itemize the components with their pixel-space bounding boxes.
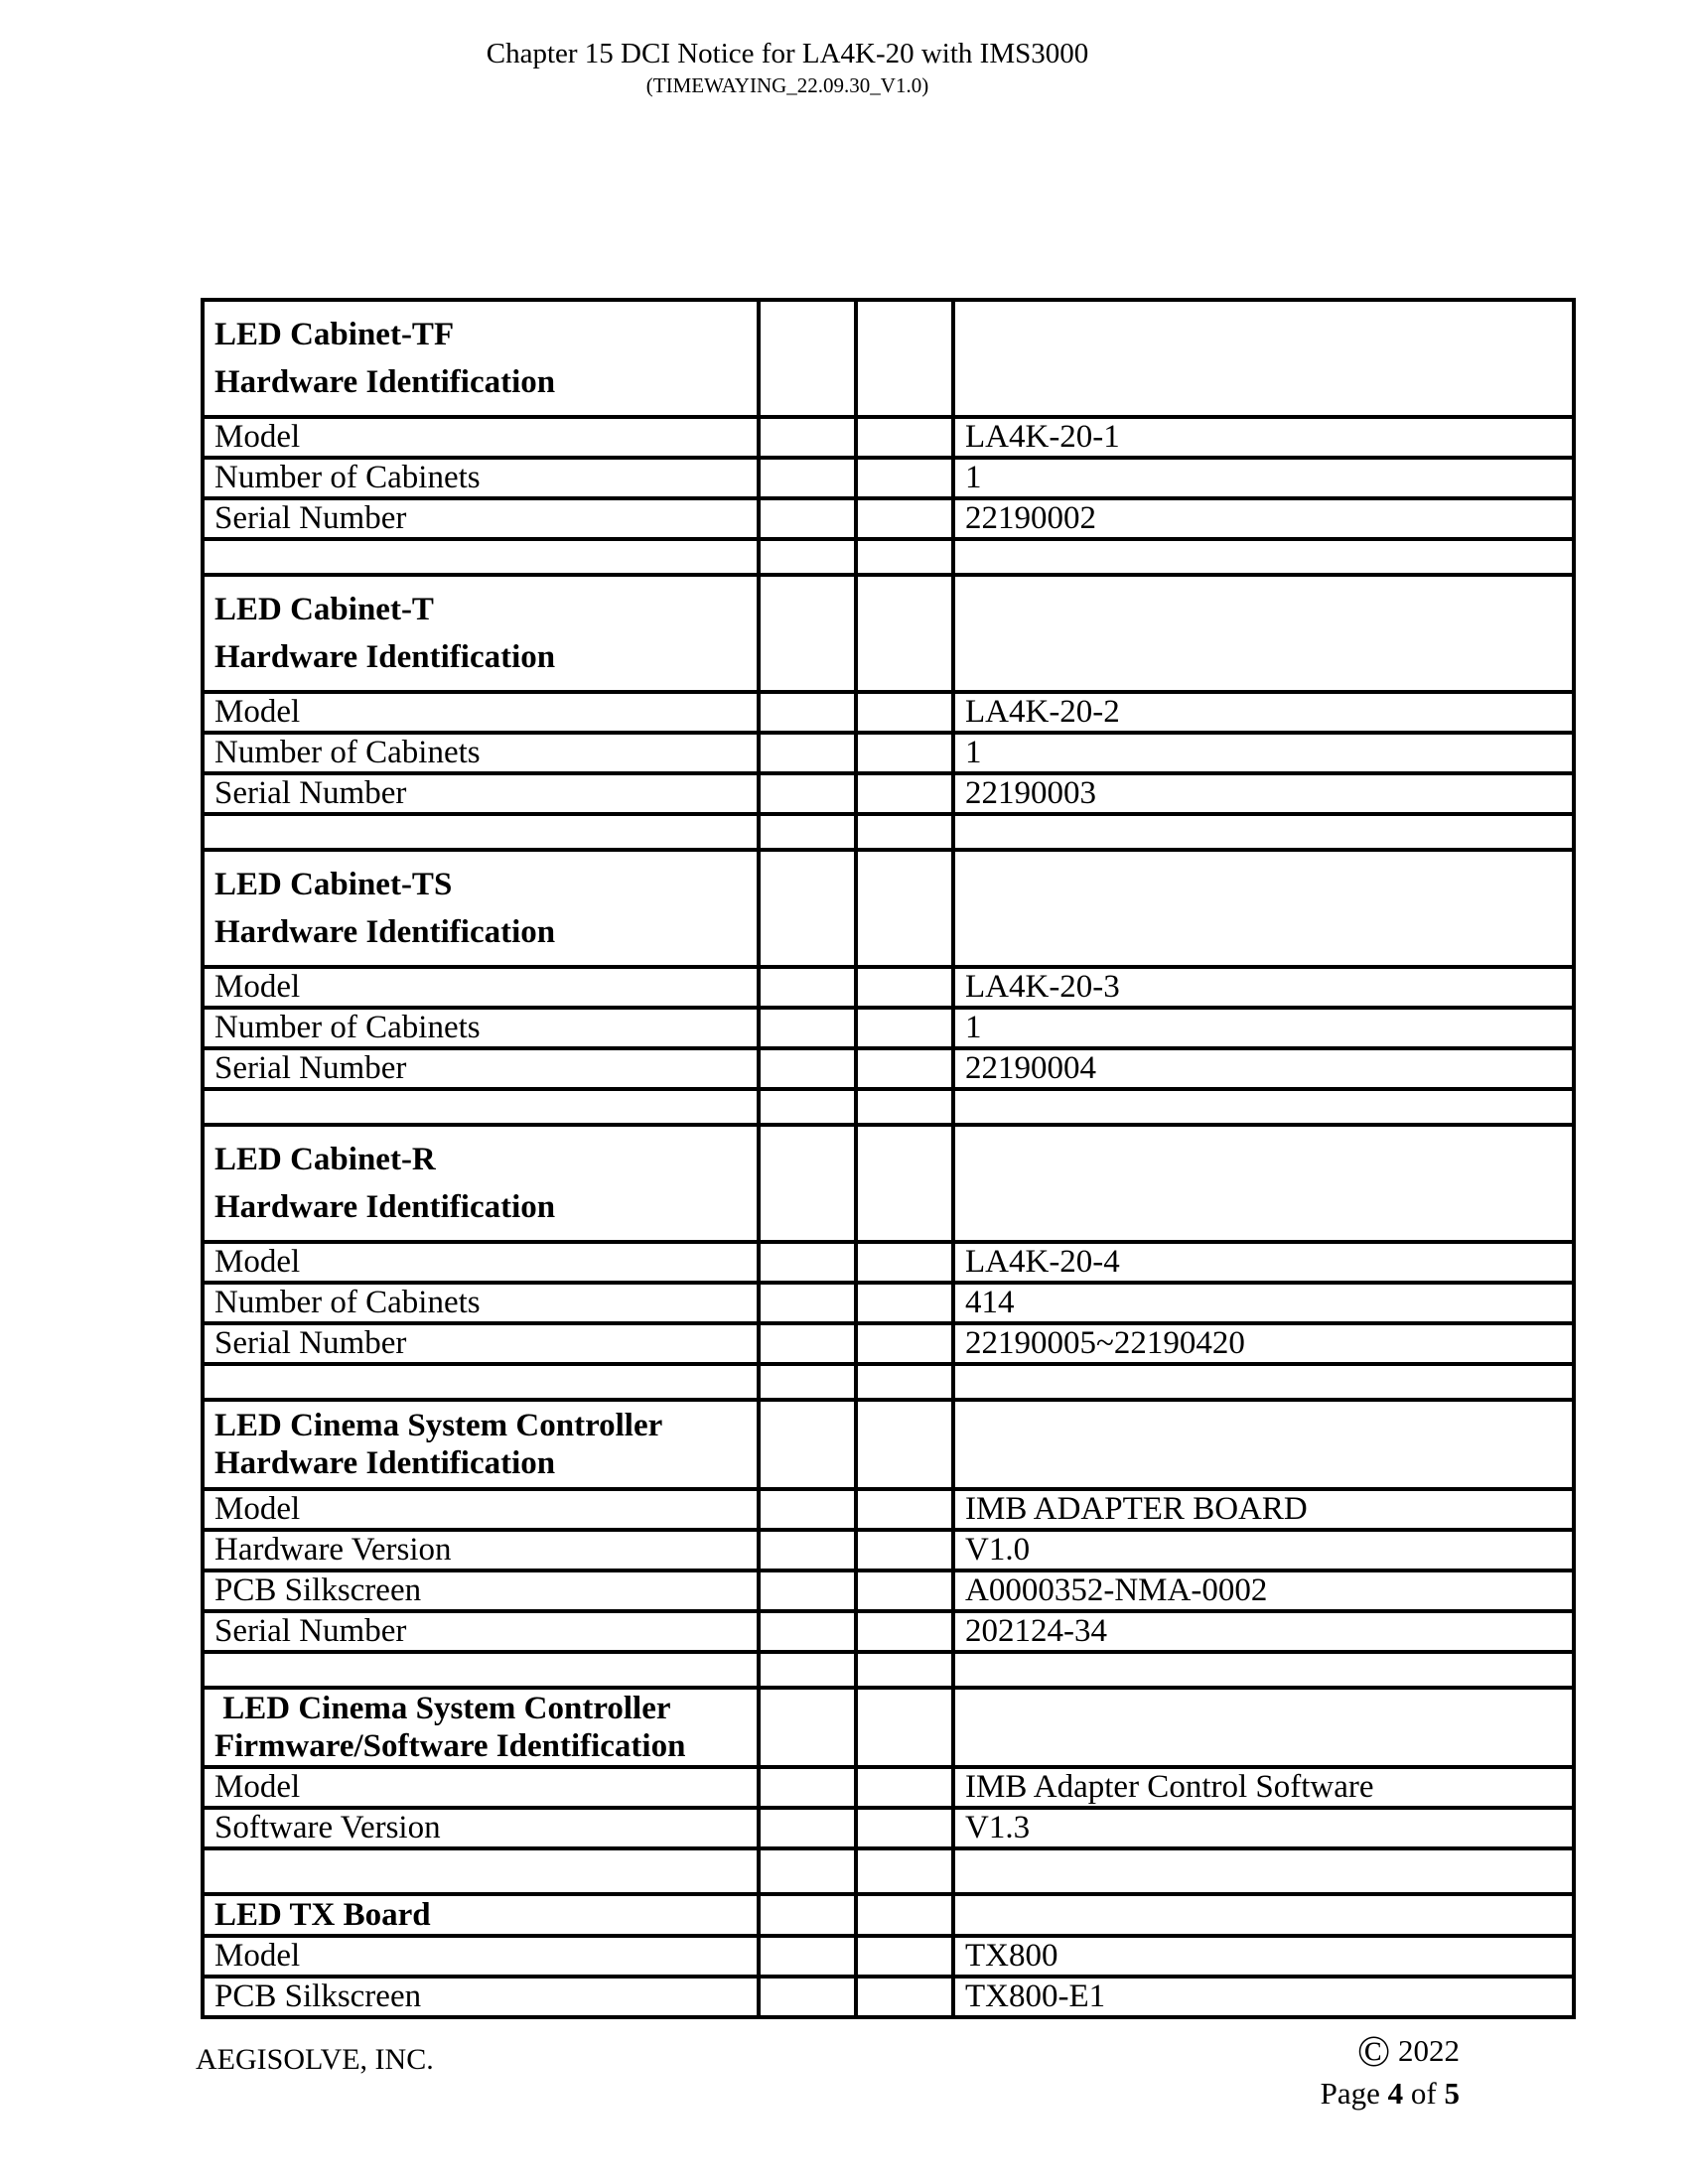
copyright-year: 2022 — [1398, 2033, 1460, 2068]
row-value-cell: 22190004 — [953, 1048, 1574, 1089]
row-value-cell: 22190005~22190420 — [953, 1323, 1574, 1364]
spacer-cell — [953, 1364, 1574, 1400]
row-value-cell: 1 — [953, 1008, 1574, 1048]
empty-cell — [759, 417, 856, 458]
empty-cell — [856, 1894, 953, 1936]
spacer-cell — [203, 1364, 759, 1400]
row-label-cell: Number of Cabinets — [203, 733, 759, 773]
spacer-row — [203, 1848, 1574, 1894]
empty-cell — [759, 300, 856, 417]
spacer-cell — [856, 1364, 953, 1400]
spacer-row — [203, 1364, 1574, 1400]
empty-cell — [856, 575, 953, 692]
table-row — [203, 692, 1574, 733]
table-row — [203, 1767, 1574, 1808]
section-title-line: Hardware Identification — [214, 1445, 556, 1481]
table-row — [203, 1489, 1574, 1530]
page-word: Page — [1320, 2076, 1380, 2111]
copyright-line — [1321, 2027, 1460, 2076]
empty-cell — [759, 1688, 856, 1767]
empty-cell — [759, 1323, 856, 1364]
section-header-row — [203, 1400, 1574, 1489]
table-row — [203, 967, 1574, 1008]
row-value-cell: 202124-34 — [953, 1611, 1574, 1652]
empty-cell — [856, 1400, 953, 1489]
empty-cell — [856, 1008, 953, 1048]
empty-cell — [856, 417, 953, 458]
row-value-cell: 22190002 — [953, 498, 1574, 539]
row-label-cell: Model — [203, 967, 759, 1008]
section-title-line: LED Cabinet-TS — [214, 867, 453, 902]
hardware-identification-table — [201, 298, 1576, 2019]
row-label-cell: Serial Number — [203, 1048, 759, 1089]
spacer-cell — [759, 1089, 856, 1125]
empty-cell — [759, 773, 856, 814]
row-value-cell: LA4K-20-4 — [953, 1242, 1574, 1283]
section-title-cell — [203, 1894, 759, 1936]
row-label-cell: Model — [203, 1242, 759, 1283]
row-label-cell: Model — [203, 1936, 759, 1977]
row-label-cell: Hardware Version — [203, 1530, 759, 1570]
section-header-value-cell — [953, 1688, 1574, 1767]
empty-cell — [856, 850, 953, 967]
empty-cell — [856, 1323, 953, 1364]
empty-cell — [759, 733, 856, 773]
empty-cell — [856, 498, 953, 539]
row-label-cell: Number of Cabinets — [203, 1283, 759, 1323]
empty-cell — [856, 1048, 953, 1089]
row-value-cell: 1 — [953, 458, 1574, 498]
table-row — [203, 1611, 1574, 1652]
empty-cell — [759, 1283, 856, 1323]
row-value-cell: 414 — [953, 1283, 1574, 1323]
empty-cell — [759, 1570, 856, 1611]
row-value-cell: TX800-E1 — [953, 1977, 1574, 2017]
table-row — [203, 1323, 1574, 1364]
section-title-cell — [203, 1125, 759, 1242]
spacer-cell — [856, 1089, 953, 1125]
empty-cell — [856, 1977, 953, 2017]
row-value-cell: IMB ADAPTER BOARD — [953, 1489, 1574, 1530]
row-label-cell: Software Version — [203, 1808, 759, 1848]
spacer-cell — [953, 1848, 1574, 1894]
row-label-cell: Number of Cabinets — [203, 1008, 759, 1048]
section-title-cell — [203, 575, 759, 692]
document-header — [0, 36, 1575, 99]
section-title-line: LED Cabinet-T — [214, 592, 434, 627]
section-header-value-cell — [953, 300, 1574, 417]
section-title-line: LED Cabinet-R — [214, 1142, 436, 1177]
empty-cell — [856, 1808, 953, 1848]
spacer-cell — [203, 539, 759, 575]
section-title-line: Hardware Identification — [214, 1189, 556, 1225]
empty-cell — [856, 1570, 953, 1611]
row-value-cell: V1.0 — [953, 1530, 1574, 1570]
empty-cell — [759, 850, 856, 967]
empty-cell — [856, 1283, 953, 1323]
empty-cell — [759, 1936, 856, 1977]
section-header-row — [203, 1894, 1574, 1936]
section-title-cell — [203, 1688, 759, 1767]
spacer-cell — [759, 539, 856, 575]
row-value-cell: 1 — [953, 733, 1574, 773]
empty-cell — [759, 1242, 856, 1283]
footer-right-block — [1321, 2029, 1460, 2112]
document-version-subtitle: (TIMEWAYING_22.09.30_V1.0) — [645, 73, 929, 97]
spacer-cell — [953, 1089, 1574, 1125]
empty-cell — [856, 1530, 953, 1570]
section-title-line: LED Cabinet-TF — [214, 317, 455, 352]
row-label-cell: Model — [203, 417, 759, 458]
empty-cell — [856, 1242, 953, 1283]
table-row — [203, 1048, 1574, 1089]
page-of-word: of — [1410, 2076, 1437, 2111]
empty-cell — [759, 1008, 856, 1048]
section-header-row — [203, 1125, 1574, 1242]
row-value-cell: LA4K-20-1 — [953, 417, 1574, 458]
empty-cell — [759, 1808, 856, 1848]
spacer-row — [203, 814, 1574, 850]
row-value-cell: LA4K-20-3 — [953, 967, 1574, 1008]
section-header-row — [203, 1688, 1574, 1767]
section-header-row — [203, 850, 1574, 967]
table-row — [203, 417, 1574, 458]
hardware-table-body — [203, 300, 1574, 2017]
row-value-cell: TX800 — [953, 1936, 1574, 1977]
empty-cell — [759, 967, 856, 1008]
empty-cell — [856, 1767, 953, 1808]
row-label-cell: Serial Number — [203, 1611, 759, 1652]
spacer-cell — [953, 814, 1574, 850]
section-header-row — [203, 300, 1574, 417]
row-value-cell: 22190003 — [953, 773, 1574, 814]
spacer-cell — [953, 1652, 1574, 1688]
row-value-cell: IMB Adapter Control Software — [953, 1767, 1574, 1808]
spacer-cell — [856, 1652, 953, 1688]
empty-cell — [759, 1400, 856, 1489]
section-header-value-cell — [953, 1894, 1574, 1936]
row-label-cell: Serial Number — [203, 773, 759, 814]
spacer-cell — [759, 1848, 856, 1894]
table-row — [203, 458, 1574, 498]
row-label-cell: Model — [203, 692, 759, 733]
empty-cell — [856, 1688, 953, 1767]
empty-cell — [856, 458, 953, 498]
table-row — [203, 1008, 1574, 1048]
spacer-cell — [856, 539, 953, 575]
empty-cell — [759, 1894, 856, 1936]
section-title-cell — [203, 850, 759, 967]
section-title-line: Hardware Identification — [214, 914, 556, 950]
empty-cell — [856, 1936, 953, 1977]
section-header-row — [203, 575, 1574, 692]
section-title-cell — [203, 1400, 759, 1489]
empty-cell — [759, 692, 856, 733]
spacer-row — [203, 1652, 1574, 1688]
row-label-cell: Model — [203, 1767, 759, 1808]
section-title-line: Hardware Identification — [214, 364, 556, 400]
row-value-cell: V1.3 — [953, 1808, 1574, 1848]
table-row — [203, 1530, 1574, 1570]
spacer-cell — [953, 539, 1574, 575]
empty-cell — [759, 1048, 856, 1089]
empty-cell — [759, 498, 856, 539]
section-title-line: LED Cinema System Controller — [214, 1691, 671, 1726]
section-title-cell — [203, 300, 759, 417]
row-label-cell: Serial Number — [203, 498, 759, 539]
empty-cell — [759, 1489, 856, 1530]
empty-cell — [759, 1977, 856, 2017]
empty-cell — [856, 692, 953, 733]
table-row — [203, 1283, 1574, 1323]
spacer-cell — [203, 1848, 759, 1894]
row-label-cell: Serial Number — [203, 1323, 759, 1364]
page-current: 4 — [1387, 2076, 1404, 2111]
row-value-cell: A0000352-NMA-0002 — [953, 1570, 1574, 1611]
table-row — [203, 1936, 1574, 1977]
empty-cell — [856, 1125, 953, 1242]
page-total: 5 — [1444, 2076, 1460, 2111]
empty-cell — [856, 1489, 953, 1530]
row-label-cell: Number of Cabinets — [203, 458, 759, 498]
row-label-cell: PCB Silkscreen — [203, 1570, 759, 1611]
section-title-line: Hardware Identification — [214, 639, 556, 675]
section-title-line: LED Cinema System Controller — [214, 1408, 663, 1443]
section-header-value-cell — [953, 850, 1574, 967]
spacer-cell — [759, 814, 856, 850]
empty-cell — [856, 733, 953, 773]
spacer-cell — [203, 1089, 759, 1125]
copyright-icon: © — [1356, 2027, 1391, 2076]
section-header-value-cell — [953, 575, 1574, 692]
empty-cell — [856, 773, 953, 814]
empty-cell — [759, 1767, 856, 1808]
table-row — [203, 498, 1574, 539]
empty-cell — [759, 575, 856, 692]
spacer-cell — [856, 1848, 953, 1894]
section-header-value-cell — [953, 1400, 1574, 1489]
empty-cell — [759, 1125, 856, 1242]
row-value-cell: LA4K-20-2 — [953, 692, 1574, 733]
spacer-cell — [856, 814, 953, 850]
spacer-row — [203, 1089, 1574, 1125]
page-number-line — [1321, 2076, 1460, 2112]
row-label-cell: PCB Silkscreen — [203, 1977, 759, 2017]
spacer-row — [203, 539, 1574, 575]
row-label-cell: Model — [203, 1489, 759, 1530]
spacer-cell — [203, 1652, 759, 1688]
empty-cell — [856, 1611, 953, 1652]
spacer-cell — [759, 1364, 856, 1400]
empty-cell — [759, 458, 856, 498]
empty-cell — [856, 967, 953, 1008]
table-row — [203, 1242, 1574, 1283]
table-row — [203, 1570, 1574, 1611]
table-row — [203, 1977, 1574, 2017]
table-row — [203, 733, 1574, 773]
table-row — [203, 773, 1574, 814]
section-title-line: Firmware/Software Identification — [214, 1728, 686, 1764]
section-title-line: LED TX Board — [214, 1897, 431, 1933]
spacer-cell — [759, 1652, 856, 1688]
chapter-title: Chapter 15 DCI Notice for LA4K-20 with IMS3000 — [486, 38, 1089, 69]
footer-company-name: AEGISOLVE, INC. — [196, 2043, 434, 2076]
table-row — [203, 1808, 1574, 1848]
section-header-value-cell — [953, 1125, 1574, 1242]
spacer-cell — [203, 814, 759, 850]
empty-cell — [759, 1530, 856, 1570]
empty-cell — [856, 300, 953, 417]
empty-cell — [759, 1611, 856, 1652]
